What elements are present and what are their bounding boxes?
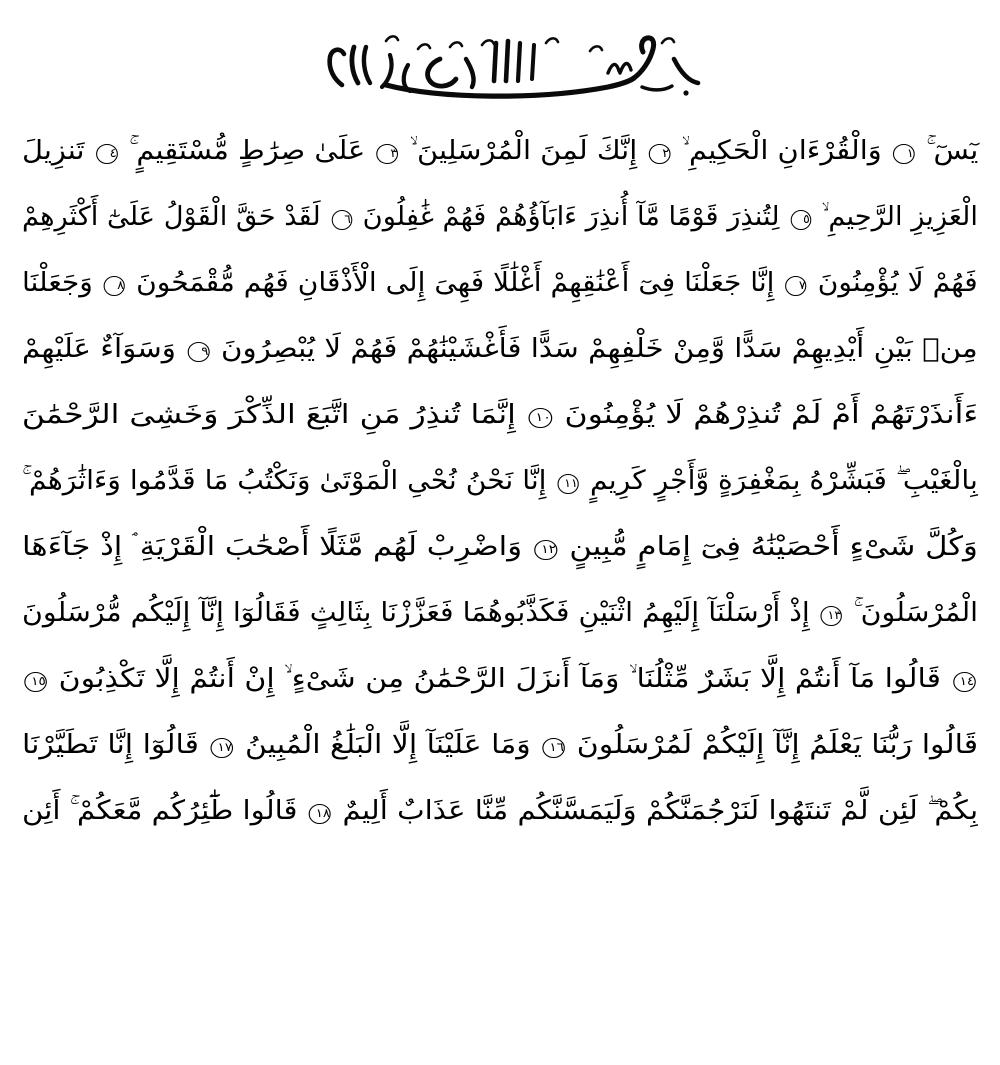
ayah-line — [22, 712, 978, 778]
ayah-number-marker: ١٤ — [953, 672, 976, 692]
ayah-number-marker: ١٨ — [309, 804, 331, 824]
ayah-line-text: وَكُلَّ شَىْءٍ أَحْصَيْنَٰهُ فِىٓ إِمَامٍ مُّبِينٍ ١٢ وَاضْرِبْ لَهُم مَّثَلًا أَصْحَٰبَ الْقَرْيَةِ ۘ إِذْ جَآءَهَا — [22, 531, 978, 562]
ayah-line — [22, 778, 978, 844]
ayah-line-text: الْعَزِيزِ الرَّحِيمِ ۙ ٥ لِتُنذِرَ قَوْمًا مَّآ أُنذِرَ ءَابَآؤُهُمْ فَهُمْ غَٰفِلُونَ ٦ لَقَدْ حَقَّ الْقَوْلُ عَلَىٰٓ أَكْثَرِهِمْ — [22, 201, 978, 232]
ayah-line — [22, 514, 978, 580]
ayah-number-marker: ١٥ — [25, 672, 48, 692]
ayah-number-marker: ٨ — [104, 276, 125, 296]
basmala-header — [0, 0, 1000, 118]
ayah-line-text: ١٤ قَالُوا مَآ أَنتُمْ إِلَّا بَشَرٌ مِّثْلُنَا ۙ وَمَآ أَنزَلَ الرَّحْمَٰنُ مِن شَىْءٍ ۙ إِنْ أَنتُمْ إِلَّا تَكْذِبُونَ ١٥ — [23, 646, 978, 712]
ayah-line — [22, 184, 978, 250]
ayah-line-text: بِالْغَيْبِ ۖ فَبَشِّرْهُ بِمَغْفِرَةٍ وَّأَجْرٍ كَرِيمٍ ١١ إِنَّا نَحْنُ نُحْىِ الْمَوْتَىٰ وَنَكْتُبُ مَا قَدَّمُوا وَءَاثَٰرَهُمْ ۚ — [22, 465, 978, 496]
ayah-line — [22, 382, 978, 448]
ayah-line-text: ءَأَنذَرْتَهُمْ أَمْ لَمْ تُنذِرْهُمْ لَا يُؤْمِنُونَ ١٠ إِنَّمَا تُنذِرُ مَنِ اتَّبَعَ الذِّكْرَ وَخَشِىَ الرَّحْمَٰنَ — [21, 399, 978, 430]
ayah-number-marker: ٣ — [376, 144, 398, 164]
ayah-line — [22, 118, 978, 184]
ayah-line — [22, 250, 978, 316]
ayah-line-text: قَالُوا رَبُّنَا يَعْلَمُ إِنَّآ إِلَيْكُمْ لَمُرْسَلُونَ ١٦ وَمَا عَلَيْنَآ إِلَّا الْبَلَٰغُ الْمُبِينُ ١٧ قَالُوٓا إِنَّا تَطَيَّرْنَا — [21, 729, 978, 760]
ayah-line-text: بِكُمْ ۖ لَئِن لَّمْ تَنتَهُوا لَنَرْجُمَنَّكُمْ وَلَيَمَسَّنَّكُم مِّنَّا عَذَابٌ أَلِيمٌ ١٨ قَالُوا طَٰٓئِرُكُم مَّعَكُمْ ۚ أَئِن — [22, 795, 978, 826]
ayah-line-text: يٓسٓ ۚ ١ وَالْقُرْءَانِ الْحَكِيمِ ۙ ٢ إِنَّكَ لَمِنَ الْمُرْسَلِينَ ۙ ٣ عَلَىٰ صِرَٰطٍ مُّسْتَقِيمٍ ۚ ٤ تَنزِيلَ — [21, 135, 978, 166]
ayah-number-marker: ٢ — [648, 144, 670, 164]
ayah-number-marker: ١ — [893, 144, 915, 164]
ayah-number-marker: ١٣ — [821, 606, 842, 626]
ayah-line — [22, 448, 978, 514]
ayah-line-text: مِنۢ بَيْنِ أَيْدِيهِمْ سَدًّا وَّمِنْ خَلْفِهِمْ سَدًّا فَأَغْشَيْنَٰهُمْ فَهُمْ لَا يُبْصِرُونَ ٩ وَسَوَآءٌ عَلَيْهِمْ — [22, 333, 979, 364]
ayah-number-marker: ١٧ — [211, 738, 234, 758]
ayah-line-text: فَهُمْ لَا يُؤْمِنُونَ ٧ إِنَّا جَعَلْنَا فِىٓ أَعْنَٰقِهِمْ أَغْلَٰلًا فَهِىَ إِلَى الْأَذْقَانِ فَهُم مُّقْمَحُونَ ٨ وَجَعَلْنَا — [22, 267, 978, 298]
ayah-text-block — [0, 118, 1000, 844]
ayah-line-text: الْمُرْسَلُونَ ۚ ١٣ إِذْ أَرْسَلْنَآ إِلَيْهِمُ اثْنَيْنِ فَكَذَّبُوهُمَا فَعَزَّزْنَا بِثَالِثٍ فَقَالُوٓا إِنَّآ إِلَيْكُم مُّرْسَلُونَ — [22, 597, 978, 628]
ayah-number-marker: ١٠ — [528, 408, 552, 428]
ayah-line — [22, 316, 978, 382]
ayah-number-marker: ٥ — [790, 210, 811, 230]
ayah-number-marker: ٤ — [96, 144, 118, 164]
ayah-number-marker: ١٦ — [542, 738, 565, 758]
ayah-number-marker: ٦ — [331, 210, 352, 230]
ayah-number-marker: ٩ — [188, 342, 210, 362]
ayah-number-marker: ٧ — [786, 276, 807, 296]
basmala-calligraphy-svg — [290, 29, 710, 107]
ayah-line — [22, 580, 978, 646]
ayah-number-marker: ١١ — [558, 474, 579, 494]
ayah-line — [22, 646, 978, 712]
ayah-number-marker: ١٢ — [534, 540, 557, 560]
basmala-calligraphy — [290, 29, 710, 107]
